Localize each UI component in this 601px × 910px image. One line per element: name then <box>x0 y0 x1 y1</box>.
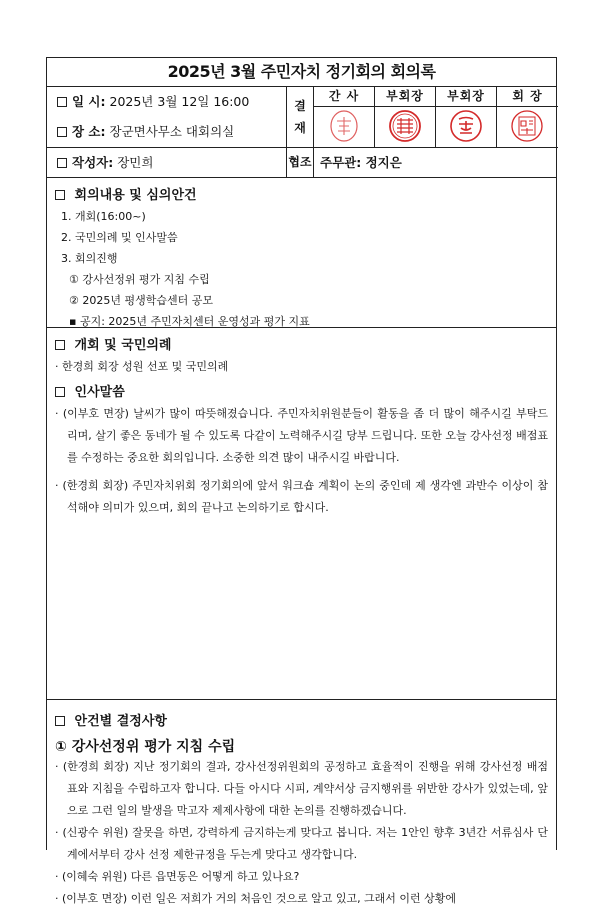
author-value: 장민희 <box>117 155 154 170</box>
document-title: 2025년 3월 주민자치 정기회의 회의록 <box>47 58 556 87</box>
seal-stamp-icon <box>388 109 422 143</box>
agenda-item: ▪ 공지: 2025년 주민자치센터 운영성과 평가 지표 <box>69 315 310 328</box>
role-label: 간 사 <box>314 87 374 107</box>
decision-paragraph: · (이부호 면장) 이런 일은 저희가 거의 처음인 것으로 알고 있고, 그래서 이런 상황에 <box>55 892 457 905</box>
approval-signatures <box>314 87 558 147</box>
role-label: 부회장 <box>375 87 435 107</box>
opening-section <box>47 328 556 700</box>
checkbox-icon <box>57 127 67 137</box>
decision-paragraph: · (신광수 위원) 잘못을 하면, 강력하게 금지하는게 맞다고 봅니다. 저는 1안인 향후 3년간 서류심사 단계에서부터 강사 선정 제한규정을 두는게 맞다고 생각합니다. <box>55 826 548 861</box>
agenda-item: ② 2025년 평생학습센터 공모 <box>69 294 213 307</box>
place-label: 장 소: <box>72 124 106 139</box>
cooperation-label: 협조 <box>287 148 314 177</box>
greeting-paragraph: · (이부호 면장) 날씨가 많이 따뜻해졌습니다. 주민자치위원분들이 활동을 좀 더 많이 해주시길 부탁드리며, 살기 좋은 동네가 될 수 있도록 다같이 노력해주시길 당부 드립니다. 또한 오늘 강사선정 배점표를 수정하는 중요한 회의입니다. 소중한 의견 많이 내주시길 바랍니다. <box>55 407 548 464</box>
decision-paragraph: · (이혜숙 위원) 다른 읍면동은 어떻게 하고 있나요? <box>55 870 300 883</box>
sign-col-president <box>497 87 558 147</box>
datetime-value: 2025년 3월 12일 16:00 <box>109 94 250 109</box>
checkbox-icon <box>55 387 65 397</box>
header-table <box>47 87 556 178</box>
opening-line: · 한경희 회장 성원 선포 및 국민의례 <box>55 360 229 373</box>
datetime-row <box>47 87 287 117</box>
approval-label <box>287 87 314 147</box>
checkbox-icon <box>55 340 65 350</box>
sign-col-vice-president-1 <box>375 87 436 147</box>
decisions-section <box>47 700 556 905</box>
meeting-info <box>47 87 287 177</box>
role-label: 회 장 <box>497 87 558 107</box>
checkbox-icon <box>55 190 65 200</box>
agenda-heading <box>55 178 548 206</box>
author-row <box>47 147 287 177</box>
role-label: 부회장 <box>436 87 496 107</box>
sign-col-vice-president-2 <box>436 87 497 147</box>
approval-label-1: 결 <box>294 99 306 113</box>
greeting-paragraph: · (한경희 회장) 주민자치위회 정기회의에 앞서 워크숍 계획이 논의 중인데 제 생각엔 과반수 이상이 참석해야 의미가 있으며, 회의 끝나고 논의하기로 합시다. <box>55 479 548 514</box>
agenda-heading-text: 회의내용 및 심의안건 <box>74 188 197 203</box>
checkbox-icon <box>57 158 67 168</box>
checkbox-icon <box>57 97 67 107</box>
meeting-minutes-document <box>46 57 557 905</box>
decisions-heading <box>55 700 548 732</box>
seal-stamp-icon <box>510 109 544 143</box>
author-label: 작성자: <box>72 155 114 170</box>
agenda-item: 3. 회의진행 <box>61 252 118 265</box>
checkbox-icon <box>55 716 65 726</box>
agenda-item: ① 강사선정위 평가 지침 수립 <box>69 273 210 286</box>
greeting-heading <box>55 377 548 403</box>
seal-stamp-icon <box>449 109 483 143</box>
decisions-heading-text: 안건별 결정사항 <box>74 714 167 729</box>
cooperation-value: 주무관: 정지은 <box>320 155 402 170</box>
place-row <box>47 117 287 147</box>
decision-paragraph: · (한경희 회장) 지난 정기회의 결과, 강사선정위원회의 공정하고 효율적이 진행을 위해 강사선정 배점표와 지침을 수립하고자 합니다. 다들 아시다 시피, 계약서상 금지행위를 위반한 강사가 있었는데, 앞으로 그런 일의 발생을 막고자 제제사항에 대한 논의를 진행하겠습니다. <box>55 760 548 817</box>
datetime-label: 일 시: <box>72 94 106 109</box>
agenda-item: 1. 개회(16:00~) <box>61 210 146 223</box>
cooperation-row <box>287 147 558 177</box>
opening-heading <box>55 328 548 356</box>
approval-label-2: 재 <box>294 121 306 135</box>
seal-stamp-icon <box>327 109 361 143</box>
agenda-item: 2. 국민의례 및 인사말씀 <box>61 231 178 244</box>
agenda-section <box>47 178 556 328</box>
opening-heading-text: 개회 및 국민의례 <box>74 338 172 353</box>
sign-col-secretary <box>314 87 375 147</box>
place-value: 장군면사무소 대회의실 <box>109 124 235 139</box>
decision-subheading: ① 강사선정위 평가 지침 수립 <box>55 739 236 755</box>
greeting-heading-text: 인사말씀 <box>74 385 125 400</box>
